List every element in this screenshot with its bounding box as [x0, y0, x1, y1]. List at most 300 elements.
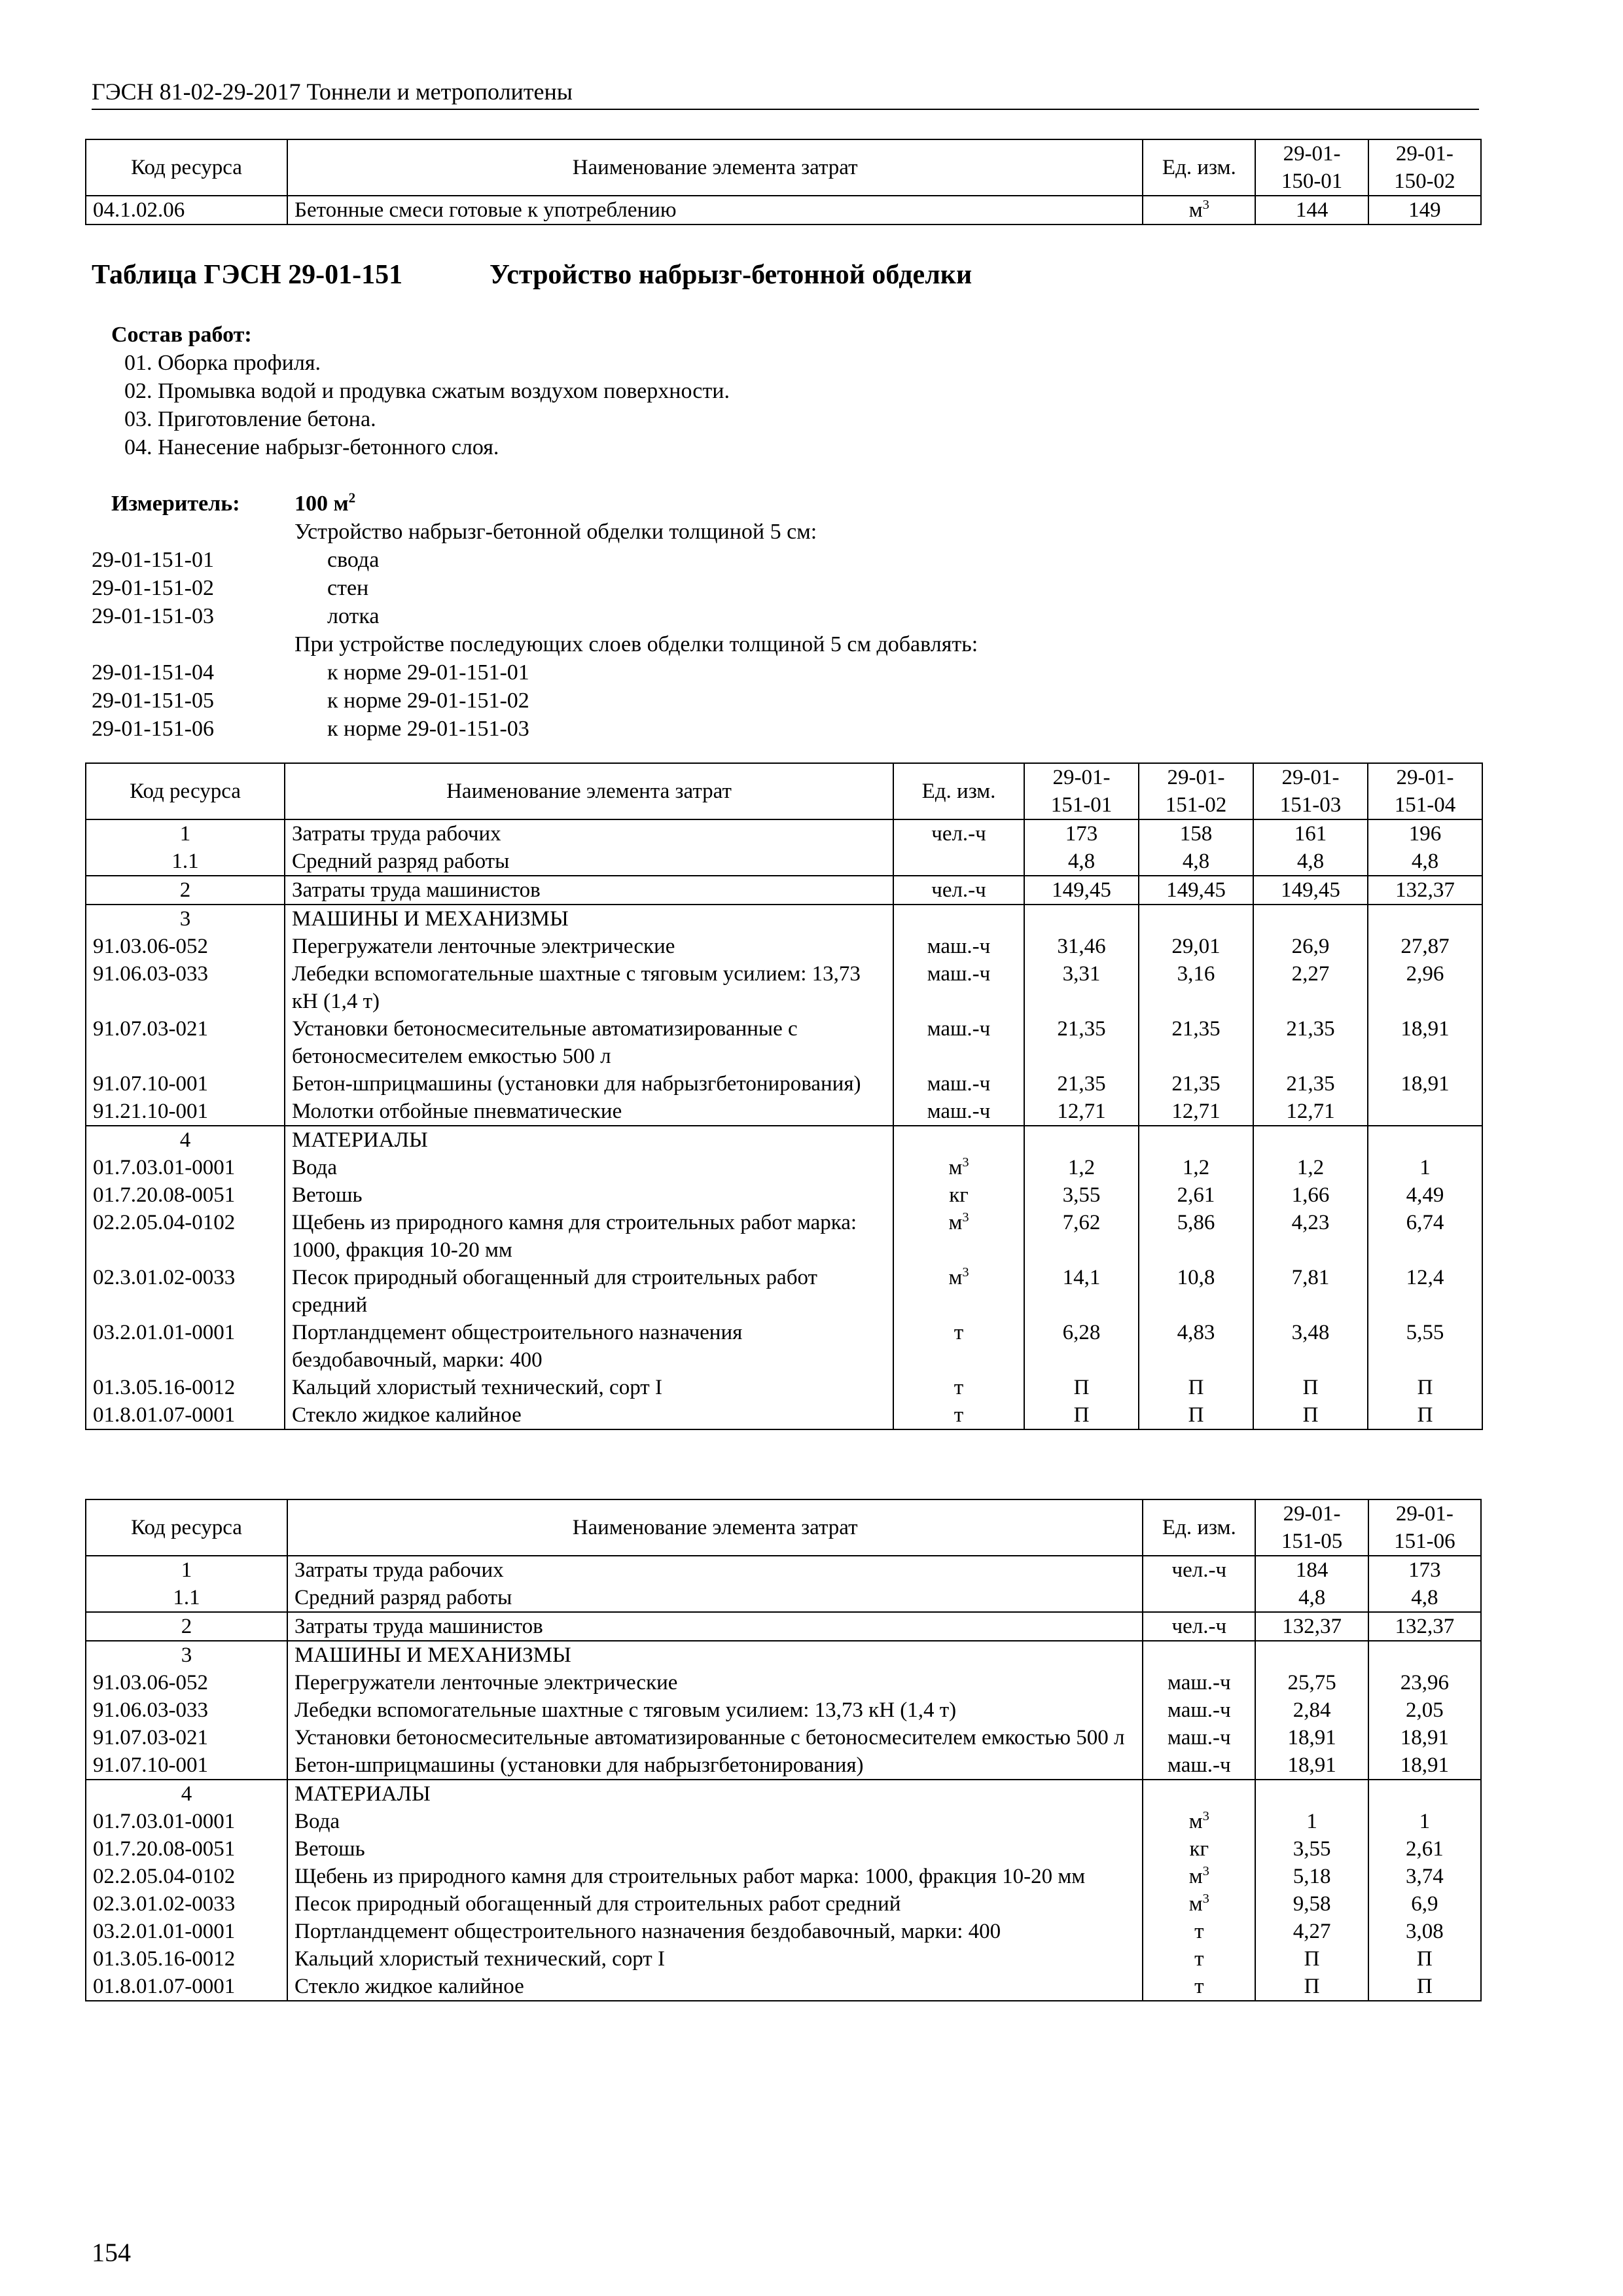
unit-cell: [893, 1209, 1024, 1264]
norm-value: 27,87: [1368, 933, 1482, 960]
resource-code: 03.2.01.01-0001: [86, 1319, 285, 1374]
unit: чел.-ч: [1171, 1558, 1227, 1582]
norm-value: 149: [1368, 196, 1481, 224]
norm-description: Устройство набрызг-бетонной обделки толщиной 5 см:: [294, 520, 817, 544]
norm-code: 29-01-151-04: [92, 660, 214, 685]
table-row: [86, 1264, 1482, 1319]
table-row: [86, 1641, 1481, 1669]
resource-name: Стекло жидкое калийное: [285, 1401, 893, 1429]
header-norm-column: 29-01- 151-03: [1253, 763, 1368, 819]
norm-description: к норме 29-01-151-03: [327, 717, 529, 741]
unit-cell: [1143, 1890, 1255, 1918]
resource-code: 91.03.06-052: [86, 933, 285, 960]
unit-cell: [1143, 1556, 1255, 1584]
table-row: [86, 1780, 1481, 1808]
norm-value: П: [1368, 1945, 1481, 1973]
table-row: [86, 1835, 1481, 1863]
header-norm-column: 29-01- 151-01: [1024, 763, 1139, 819]
norm-value: 29,01: [1139, 933, 1253, 960]
resource-code: 1: [86, 819, 285, 848]
header-norm-column: 29-01- 151-02: [1139, 763, 1253, 819]
norm-value: 4,8: [1139, 848, 1253, 876]
header-code: Код ресурса: [86, 1499, 287, 1556]
resource-code: 01.7.03.01-0001: [86, 1154, 285, 1181]
unit: маш.-ч: [1168, 1671, 1231, 1695]
resource-name: Перегружатели ленточные электрические: [287, 1669, 1143, 1696]
meter-row: [92, 546, 1400, 574]
norm-value: 196: [1368, 819, 1482, 848]
table-row: [86, 848, 1482, 876]
norm-value: 3,74: [1368, 1863, 1481, 1890]
unit-cell: [893, 1154, 1024, 1181]
norm-value: 4,8: [1368, 1584, 1481, 1612]
table-row: [86, 1154, 1482, 1181]
norm-description: При устройстве последующих слоев обделки толщиной 5 см добавлять:: [294, 632, 978, 656]
unit-cell: [893, 848, 1024, 876]
resource-code: 01.8.01.07-0001: [86, 1401, 285, 1429]
norm-value: 21,35: [1139, 1070, 1253, 1098]
norm-value: 7,81: [1253, 1264, 1368, 1319]
unit-cell: [1143, 1724, 1255, 1751]
table-row: [86, 960, 1482, 1015]
unit-cell: [1143, 1612, 1255, 1641]
resource-code: 3: [86, 905, 285, 933]
meter-value: 100 $м^2$: [294, 490, 356, 516]
meter-row: [92, 574, 1400, 602]
unit: маш.-ч: [927, 962, 991, 986]
meter-row: [92, 687, 1400, 715]
resource-name: Портландцемент общестроительного назначения бездобавочный, марки: 400: [285, 1319, 893, 1374]
table-row: [86, 1973, 1481, 2001]
norm-value: 4,23: [1253, 1209, 1368, 1264]
norm-value: 5,18: [1255, 1863, 1368, 1890]
unit: т: [954, 1321, 964, 1344]
norm-value: П: [1253, 1401, 1368, 1429]
unit-cell: [1143, 1835, 1255, 1863]
norm-code: 29-01-151-02: [92, 576, 214, 600]
norm-value: 21,35: [1253, 1070, 1368, 1098]
norm-value: 184: [1255, 1556, 1368, 1584]
resource-name: Кальций хлористый технический, сорт I: [285, 1374, 893, 1401]
norm-value: 12,71: [1024, 1098, 1139, 1126]
resource-name: Бетон-шприцмашины (установки для набрызгбетонирования): [285, 1070, 893, 1098]
table-row: [86, 1612, 1481, 1641]
table-row: [86, 1808, 1481, 1835]
unit-cell: [893, 1098, 1024, 1126]
norm-description: лотка: [327, 604, 380, 628]
norm-value: 21,35: [1024, 1015, 1139, 1070]
header-norm-column: 29-01- 150-01: [1255, 139, 1368, 196]
unit: м: [948, 1156, 963, 1179]
unit-cell: [893, 905, 1024, 933]
norm-value: 2,27: [1253, 960, 1368, 1015]
resource-name: Бетонные смеси готовые к употреблению: [287, 196, 1143, 224]
norm-value: П: [1255, 1945, 1368, 1973]
table-row: [86, 905, 1482, 933]
table-row: [86, 1696, 1481, 1724]
unit-cell: [1143, 1696, 1255, 1724]
resource-name: МАТЕРИАЛЫ: [285, 1126, 893, 1154]
norm-value: 3,48: [1253, 1319, 1368, 1374]
resource-table-150: [85, 139, 1482, 225]
table-row: [86, 1890, 1481, 1918]
norm-value: 2,05: [1368, 1696, 1481, 1724]
meter-row: [92, 518, 1400, 546]
table-row: [86, 1945, 1481, 1973]
norm-value: 4,49: [1368, 1181, 1482, 1209]
page-number: 154: [92, 2238, 131, 2267]
norm-value: 144: [1255, 196, 1368, 224]
unit-exponent: 3: [1202, 198, 1209, 212]
resource-name: Лебедки вспомогательные шахтные с тяговым усилием: 13,73 кН (1,4 т): [285, 960, 893, 1015]
header-unit: Ед. изм.: [893, 763, 1024, 819]
table-row: [86, 1556, 1481, 1584]
norm-value: 1: [1368, 1154, 1482, 1181]
resource-code: 4: [86, 1780, 287, 1808]
resource-name: Вода: [287, 1808, 1143, 1835]
table-row: [86, 1669, 1481, 1696]
resource-code: 91.07.03-021: [86, 1015, 285, 1070]
norm-value: [1139, 1126, 1253, 1154]
table-row: [86, 1401, 1482, 1429]
unit: т: [1194, 1920, 1204, 1943]
norm-value: 132,37: [1368, 876, 1482, 905]
unit: м: [948, 1266, 963, 1289]
resource-code: 91.03.06-052: [86, 1669, 287, 1696]
resource-table-151-additional: [85, 1499, 1482, 2001]
resource-name: Портландцемент общестроительного назначения бездобавочный, марки: 400: [287, 1918, 1143, 1945]
norm-code: 29-01-151-06: [92, 717, 214, 741]
resource-name: МАШИНЫ И МЕХАНИЗМЫ: [285, 905, 893, 933]
unit-cell: [1143, 1945, 1255, 1973]
unit: маш.-ч: [927, 1072, 991, 1096]
resource-code: 02.3.01.02-0033: [86, 1890, 287, 1918]
norm-value: 14,1: [1024, 1264, 1139, 1319]
resource-table-151-main: [85, 762, 1483, 1430]
norm-value: 18,91: [1255, 1724, 1368, 1751]
norm-code: 29-01-151-01: [92, 548, 214, 572]
norm-value: 2,61: [1139, 1181, 1253, 1209]
meter-block: [92, 490, 1400, 743]
norm-value: [1255, 1641, 1368, 1669]
resource-name: Ветошь: [287, 1835, 1143, 1863]
norm-value: [1024, 1126, 1139, 1154]
norm-value: [1368, 1641, 1481, 1669]
norm-value: [1368, 1780, 1481, 1808]
unit: м: [1188, 1892, 1203, 1916]
unit-exponent: 3: [1202, 1809, 1209, 1823]
resource-name: Щебень из природного камня для строительных работ марка: 1000, фракция 10-20 мм: [287, 1863, 1143, 1890]
norm-value: [1368, 1098, 1482, 1126]
norm-value: [1253, 1126, 1368, 1154]
norm-value: 1,2: [1253, 1154, 1368, 1181]
norm-value: 7,62: [1024, 1209, 1139, 1264]
table-row: [86, 1374, 1482, 1401]
work-item: 03. Приготовление бетона.: [124, 407, 376, 431]
table-row: [86, 1863, 1481, 1890]
unit-cell: [893, 1181, 1024, 1209]
resource-code: 91.06.03-033: [86, 1696, 287, 1724]
norm-value: 4,83: [1139, 1319, 1253, 1374]
norm-value: П: [1024, 1374, 1139, 1401]
running-head: ГЭСН 81-02-29-2017 Тоннели и метрополитены: [92, 77, 1479, 110]
norm-value: П: [1253, 1374, 1368, 1401]
table-row: [86, 1751, 1481, 1780]
norm-value: 6,9: [1368, 1890, 1481, 1918]
resource-code: 03.2.01.01-0001: [86, 1918, 287, 1945]
work-item: 01. Оборка профиля.: [124, 351, 321, 375]
unit-cell: [893, 819, 1024, 848]
table-header-row: [86, 139, 1481, 196]
norm-code: 29-01-151-05: [92, 689, 214, 713]
resource-code: 2: [86, 876, 285, 905]
norm-value: 3,31: [1024, 960, 1139, 1015]
norm-value: 173: [1368, 1556, 1481, 1584]
meter-row: [92, 602, 1400, 630]
norm-value: 12,71: [1139, 1098, 1253, 1126]
unit: т: [954, 1403, 964, 1427]
resource-code: 91.07.03-021: [86, 1724, 287, 1751]
header-norm-column: 29-01- 151-05: [1255, 1499, 1368, 1556]
norm-value: 2,96: [1368, 960, 1482, 1015]
unit-cell: [893, 1126, 1024, 1154]
resource-code: 4: [86, 1126, 285, 1154]
norm-description: к норме 29-01-151-02: [327, 689, 529, 713]
unit-cell: [1143, 1780, 1255, 1808]
unit-cell: [893, 1070, 1024, 1098]
unit-cell: [893, 1374, 1024, 1401]
header-code: Код ресурса: [86, 763, 285, 819]
resource-name: Средний разряд работы: [285, 848, 893, 876]
norm-code: 29-01-151-03: [92, 604, 214, 628]
norm-value: [1139, 905, 1253, 933]
header-unit: Ед. изм.: [1143, 139, 1255, 196]
norm-value: 9,58: [1255, 1890, 1368, 1918]
resource-name: Установки бетоносмесительные автоматизированные с бетоносмесителем емкостью 500 л: [287, 1724, 1143, 1751]
norm-value: [1368, 905, 1482, 933]
resource-code: 01.3.05.16-0012: [86, 1374, 285, 1401]
resource-code: 02.2.05.04-0102: [86, 1209, 285, 1264]
norm-value: 6,74: [1368, 1209, 1482, 1264]
resource-code: 1: [86, 1556, 287, 1584]
norm-value: [1024, 905, 1139, 933]
header-name: Наименование элемента затрат: [285, 763, 893, 819]
table-header-row: [86, 763, 1482, 819]
header-name: Наименование элемента затрат: [287, 1499, 1143, 1556]
table-row: [86, 1181, 1482, 1209]
unit-cell: [893, 933, 1024, 960]
resource-name: МАТЕРИАЛЫ: [287, 1780, 1143, 1808]
unit-cell: [1143, 1751, 1255, 1780]
norm-value: 149,45: [1139, 876, 1253, 905]
norm-value: [1368, 1126, 1482, 1154]
resource-name: Перегружатели ленточные электрические: [285, 933, 893, 960]
resource-code: 01.7.20.08-0051: [86, 1181, 285, 1209]
unit: чел.-ч: [931, 822, 986, 846]
resource-code: 01.7.03.01-0001: [86, 1808, 287, 1835]
norm-value: 132,37: [1368, 1612, 1481, 1641]
unit-cell: [893, 1319, 1024, 1374]
norm-description: к норме 29-01-151-01: [327, 660, 529, 685]
norm-value: 18,91: [1368, 1751, 1481, 1780]
norm-value: 149,45: [1253, 876, 1368, 905]
unit-cell: [893, 1401, 1024, 1429]
resource-code: 01.8.01.07-0001: [86, 1973, 287, 2001]
unit-exponent: 3: [962, 1265, 969, 1280]
table-number: Таблица ГЭСН 29-01-151: [92, 260, 403, 290]
norm-description: стен: [327, 576, 369, 600]
work-item: 04. Нанесение набрызг-бетонного слоя.: [124, 435, 499, 459]
resource-code: 91.21.10-001: [86, 1098, 285, 1126]
norm-value: 10,8: [1139, 1264, 1253, 1319]
resource-code: 01.7.20.08-0051: [86, 1835, 287, 1863]
unit-exponent: 3: [1202, 1892, 1209, 1906]
norm-value: 161: [1253, 819, 1368, 848]
norm-value: 1,66: [1253, 1181, 1368, 1209]
unit: кг: [949, 1183, 969, 1207]
header-unit: Ед. изм.: [1143, 1499, 1255, 1556]
resource-name: Средний разряд работы: [287, 1584, 1143, 1612]
resource-name: Затраты труда машинистов: [287, 1612, 1143, 1641]
norm-value: 5,55: [1368, 1319, 1482, 1374]
unit-cell: [1143, 1669, 1255, 1696]
table-row: [86, 1126, 1482, 1154]
table-row: [86, 1098, 1482, 1126]
work-item: 02. Промывка водой и продувка сжатым воздухом поверхности.: [124, 379, 730, 403]
resource-name: Затраты труда машинистов: [285, 876, 893, 905]
resource-code: 04.1.02.06: [86, 196, 287, 224]
resource-name: Щебень из природного камня для строительных работ марка: 1000, фракция 10-20 мм: [285, 1209, 893, 1264]
table-row: [86, 1319, 1482, 1374]
header-name: Наименование элемента затрат: [287, 139, 1143, 196]
resource-code: 1.1: [86, 848, 285, 876]
norm-value: 1: [1368, 1808, 1481, 1835]
resource-code: 02.3.01.02-0033: [86, 1264, 285, 1319]
unit: м: [948, 1211, 963, 1234]
unit-exponent: 3: [962, 1155, 969, 1170]
unit: маш.-ч: [927, 935, 991, 958]
unit: кг: [1189, 1837, 1209, 1861]
header-norm-column: 29-01- 151-06: [1368, 1499, 1481, 1556]
unit-cell: [1143, 1918, 1255, 1945]
norm-value: 21,35: [1139, 1015, 1253, 1070]
norm-value: 149,45: [1024, 876, 1139, 905]
norm-value: 3,55: [1024, 1181, 1139, 1209]
meter-row: [92, 630, 1400, 658]
norm-value: 21,35: [1253, 1015, 1368, 1070]
norm-value: 12,71: [1253, 1098, 1368, 1126]
norm-value: 23,96: [1368, 1669, 1481, 1696]
norm-value: 18,91: [1368, 1070, 1482, 1098]
table-row: [86, 1918, 1481, 1945]
unit: м: [1188, 1865, 1203, 1888]
norm-value: 4,8: [1255, 1584, 1368, 1612]
resource-name: Молотки отбойные пневматические: [285, 1098, 893, 1126]
unit: маш.-ч: [1168, 1753, 1231, 1777]
norm-value: 25,75: [1255, 1669, 1368, 1696]
unit: маш.-ч: [927, 1017, 991, 1041]
norm-value: [1253, 905, 1368, 933]
norm-value: 3,55: [1255, 1835, 1368, 1863]
unit: чел.-ч: [1171, 1615, 1227, 1638]
meter-row: [92, 490, 1400, 518]
norm-value: 6,28: [1024, 1319, 1139, 1374]
resource-name: Песок природный обогащенный для строительных работ средний: [287, 1890, 1143, 1918]
resource-name: Установки бетоносмесительные автоматизированные с бетоносмесителем емкостью 500 л: [285, 1015, 893, 1070]
resource-name: Кальций хлористый технический, сорт I: [287, 1945, 1143, 1973]
norm-value: 18,91: [1368, 1015, 1482, 1070]
resource-code: 91.06.03-033: [86, 960, 285, 1015]
header-norm-column: 29-01- 150-02: [1368, 139, 1481, 196]
table-row: [86, 1724, 1481, 1751]
unit-cell: [893, 1015, 1024, 1070]
table-row: [86, 1584, 1481, 1612]
norm-value: П: [1139, 1401, 1253, 1429]
unit: маш.-ч: [1168, 1726, 1231, 1749]
unit-cell: [1143, 1808, 1255, 1835]
work-composition-heading: Состав работ:: [111, 323, 252, 347]
norm-value: 26,9: [1253, 933, 1368, 960]
resource-name: МАШИНЫ И МЕХАНИЗМЫ: [287, 1641, 1143, 1669]
norm-value: 1: [1255, 1808, 1368, 1835]
resource-code: 1.1: [86, 1584, 287, 1612]
norm-value: П: [1255, 1973, 1368, 2001]
norm-value: 173: [1024, 819, 1139, 848]
unit-exponent: 3: [962, 1210, 969, 1225]
norm-value: 2,84: [1255, 1696, 1368, 1724]
norm-value: 4,8: [1253, 848, 1368, 876]
resource-code: 2: [86, 1612, 287, 1641]
resource-name: Вода: [285, 1154, 893, 1181]
meter-label: Измеритель:: [111, 492, 240, 516]
unit-exponent: 3: [1202, 1864, 1209, 1878]
norm-value: 4,8: [1368, 848, 1482, 876]
header-norm-column: 29-01- 151-04: [1368, 763, 1482, 819]
table-row: [86, 1209, 1482, 1264]
norm-value: 18,91: [1368, 1724, 1481, 1751]
norm-value: [1255, 1780, 1368, 1808]
table-row: [86, 1015, 1482, 1070]
unit-cell: [893, 960, 1024, 1015]
norm-value: П: [1368, 1973, 1481, 2001]
norm-value: 1,2: [1024, 1154, 1139, 1181]
unit-cell: [1143, 196, 1255, 224]
table-row: [86, 876, 1482, 905]
resource-name: Затраты труда рабочих: [285, 819, 893, 848]
table-title: [92, 257, 972, 293]
norm-value: 4,8: [1024, 848, 1139, 876]
unit: маш.-ч: [927, 1100, 991, 1123]
norm-value: 18,91: [1255, 1751, 1368, 1780]
norm-value: 3,16: [1139, 960, 1253, 1015]
resource-name: Ветошь: [285, 1181, 893, 1209]
table-name: Устройство набрызг-бетонной обделки: [490, 260, 972, 290]
resource-name: Песок природный обогащенный для строительных работ средний: [285, 1264, 893, 1319]
unit: м: [1188, 198, 1203, 222]
work-composition: [111, 321, 730, 461]
table-row: [86, 933, 1482, 960]
resource-code: 01.3.05.16-0012: [86, 1945, 287, 1973]
norm-value: 2,61: [1368, 1835, 1481, 1863]
resource-name: Затраты труда рабочих: [287, 1556, 1143, 1584]
resource-name: Лебедки вспомогательные шахтные с тяговым усилием: 13,73 кН (1,4 т): [287, 1696, 1143, 1724]
unit: т: [954, 1376, 964, 1399]
unit: м: [1188, 1810, 1203, 1833]
resource-code: 02.2.05.04-0102: [86, 1863, 287, 1890]
unit: чел.-ч: [931, 878, 986, 902]
unit-cell: [893, 1264, 1024, 1319]
norm-value: П: [1368, 1401, 1482, 1429]
